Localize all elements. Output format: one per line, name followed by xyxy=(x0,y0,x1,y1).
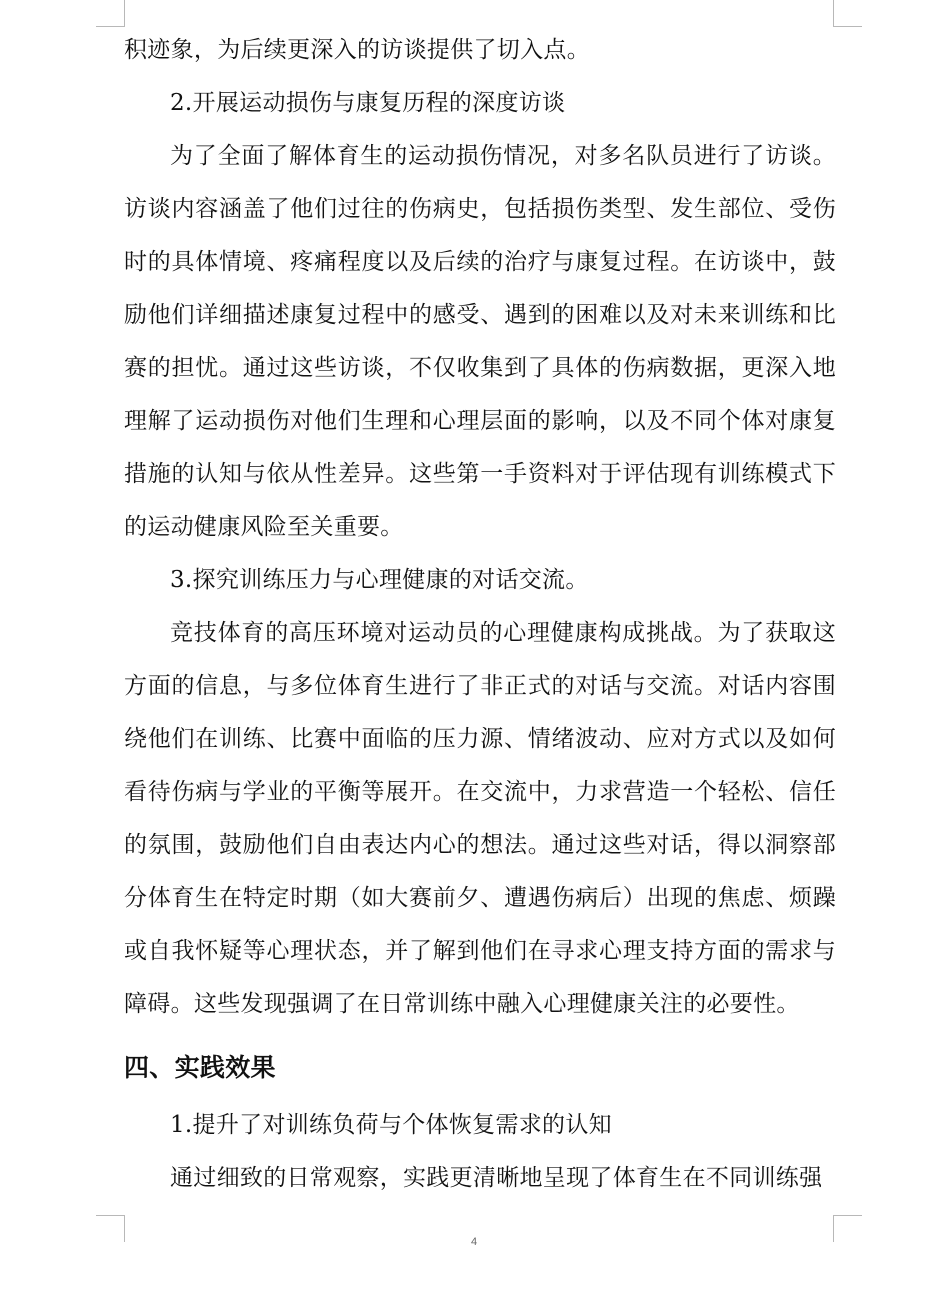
paragraph-observation: 通过细致的日常观察，实践更清晰地呈现了体育生在不同训练强 xyxy=(170,1165,823,1191)
page-number: 4 xyxy=(470,1236,478,1248)
crop-mark-top-left xyxy=(96,0,125,27)
subheading-interview: 2.开展运动损伤与康复历程的深度访谈 xyxy=(170,90,566,116)
section-heading: 四、实践效果 xyxy=(124,1053,276,1082)
paragraph-injury-interview: 为了全面了解体育生的运动损伤情况，对多名队员进行了访谈。访谈内容涵盖了他们过往的伤病史，包括损伤类型、发生部位、受伤时的具体情境、疼痛程度以及后续的治疗与康复过程。在访谈中，鼓励他们详细描述康复过程中的感受、遇到的困难以及对未来训练和比赛的担忧。通过这些访谈，不仅收集到了具体的伤病数据，更深入地理解了运动损伤对他们生理和心理层面的影响，以及不同个体对康复措施的认知与依从性差异。这些第一手资料对于评估现有训练模式下的运动健康风险至关重要。 xyxy=(124,143,836,540)
paragraph-mental-health: 竞技体育的高压环境对运动员的心理健康构成挑战。为了获取这方面的信息，与多位体育生进行了非正式的对话与交流。对话内容围绕他们在训练、比赛中面临的压力源、情绪波动、应对方式以及如何看待伤病与学业的平衡等展开。在交流中，力求营造一个轻松、信任的氛围，鼓励他们自由表达内心的想法。通过这些对话，得以洞察部分体育生在特定时期（如大赛前夕、遭遇伤病后）出现的焦虑、烦躁或自我怀疑等心理状态，并了解到他们在寻求心理支持方面的需求与障碍。这些发现强调了在日常训练中融入心理健康关注的必要性。 xyxy=(124,620,836,1017)
document-body xyxy=(124,24,836,1205)
crop-mark-top-right xyxy=(833,0,862,27)
subheading-awareness: 1.提升了对训练负荷与个体恢复需求的认知 xyxy=(170,1112,612,1138)
paragraph-continuation: 积迹象，为后续更深入的访谈提供了切入点。 xyxy=(124,37,590,63)
subheading-pressure: 3.探究训练压力与心理健康的对话交流。 xyxy=(170,567,589,593)
